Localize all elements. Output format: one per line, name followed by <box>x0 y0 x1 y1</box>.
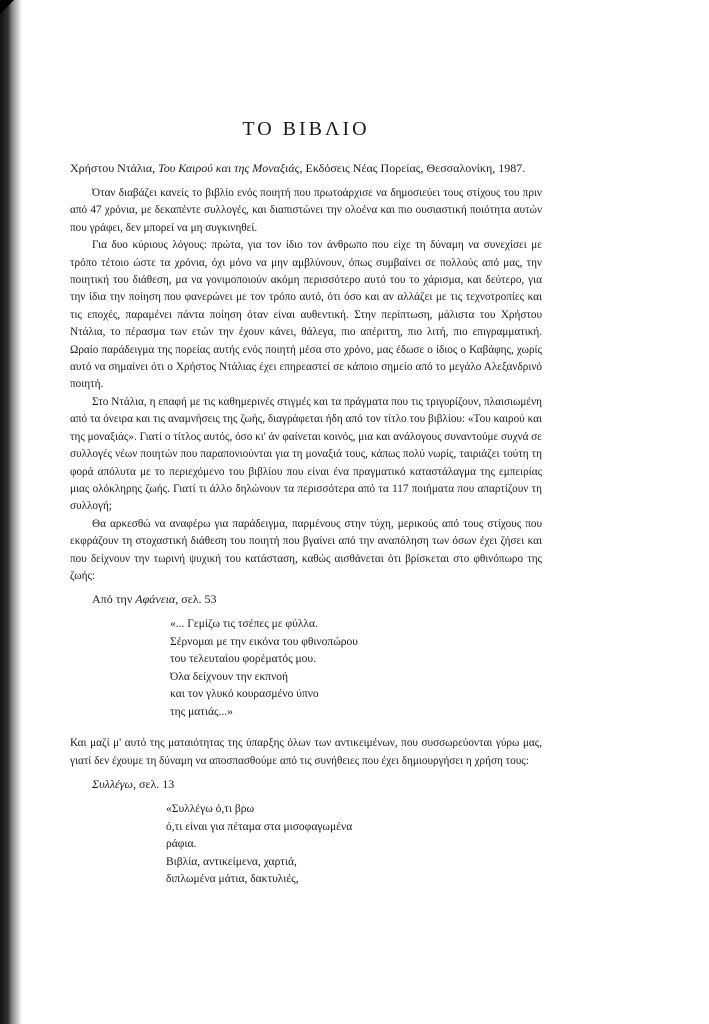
quote-source-title: Συλλέγω, <box>92 777 136 792</box>
poem-line: «... Γεμίζω τις τσέπες με φύλλα. <box>170 618 318 631</box>
poem-line: Σέρνομαι με την εικόνα του φθινοπώρου <box>170 635 358 648</box>
quote-source-page: σελ. 53 <box>181 592 217 607</box>
scan-corner-mark <box>0 0 14 14</box>
paragraph-4: Θα αρκεσθώ να αναφέρω για παράδειγμα, παρμένους στην τύχη, μερικούς από τους στίχους που εκφράζουν τη στοχαστική διάθεση του ποιητή που βγαίνει από την αναπόληση των όσων έχει ζήσει και που δείχνουν την τωρινή ψυχική του κατάσταση, καθώς αισθάνεται ότι βρίσκεται στο φθινόπωρο της ζωής: <box>70 517 542 582</box>
poem-line: Όλα δείχνουν την εκπνοή <box>170 670 289 683</box>
poem-line: της ματιάς...» <box>170 705 233 718</box>
poem-line: ράφια. <box>166 838 197 851</box>
book-title: Του Καιρού και της Μοναξιάς, <box>158 161 303 175</box>
quote-source-title: Αφάνεια, <box>135 592 179 607</box>
poem-line: ό,τι είναι για πέταμα στα μισοφαγωμένα <box>166 820 353 833</box>
poem-line: του τελευταίου φορέματός μου. <box>170 653 316 666</box>
poem-line: και τον γλυκό κουρασμένο ύπνο <box>170 688 319 701</box>
poem-line: «Συλλέγω ό,τι βρω <box>166 803 255 816</box>
poem-line: διπλωμένα μάτια, δακτυλιές, <box>166 873 299 886</box>
poem-excerpt-1 <box>170 616 542 721</box>
poem-excerpt-2 <box>166 801 542 889</box>
paragraph-1: Όταν διαβάζει κανείς το βιβλίο ενός ποιητή που πρωτοάρχισε να δημοσιεύει τους στίχους του πριν από 47 χρόνια, με δεκαπέντε συλλογές, και διαπιστώνει την ολοένα και πιο ουσιαστική ποιότητα αυτών που γράφει, δεν μπορεί να μη συγκινηθεί. <box>70 187 542 234</box>
paragraph-5: Και μαζί μ' αυτό της ματαιότητας της ύπαρξης όλων των αντικειμένων, που συσσωρεύονται γύρω μας, γιατί δεν έχουμε τη δύναμη να αποσπασθούμε από τις συνήθειες που έχει δημιουργήσει η χρήση τους: <box>70 737 542 767</box>
quote-source-page: σελ. 13 <box>138 777 175 792</box>
quote-source-prefix: Από την <box>92 592 133 607</box>
paragraph-2: Για δυο κύριους λόγους: πρώτα, για τον ίδιο τον άνθρωπο που είχε τη δύναμη να συνεχίσει με τρόπο τέτοιο ώστε τα χρόνια, όχι μόνο να μην αμβλύνουν, όπως συμβαίνει σε πολλούς από μας, την ποιητική του διάθεση, μα να γονιμοποιούν ακόμη περισσότερο αυτό του το χάρισμα, και δεύτερο, για την ίδια την ποίηση που φανερώνει με τον τρόπο αυτό, ότι όσο και αν αλλάζει με τις τεχνοτροπίες και τις εποχές, παραμένει πάντα ποίηση όταν είναι αυθεντική. Στην περίπτωση, μάλιστα του Χρήστου Ντάλια, το πέρασμα των ετών την έχουν κάνει, θάλεγα, πιο απέριττη, πιο λιτή, πιο επιγραμματική. Ωραίο παράδειγμα της πορείας αυτής ενός ποιητή μέσα στο χρόνο, μας έδωσε ο ίδιος ο Καβάφης, χωρίς αυτό να σημαίνει ότι ο Χρήστος Ντάλιας έχει επηρεαστεί σε κάποιο σημείο από το μεγάλο Αλεξανδρινό ποιητή. <box>70 239 542 391</box>
paragraph-3: Στο Ντάλια, η επαφή με τις καθημερινές στιγμές και τα πράγματα που τις τριγυρίζουν, πλαισιωμένη από τα όνειρα και τις αναμνήσεις της ζωής, διαγράφεται ήδη από τον τίτλο του βιβλίου: «Του καιρού και της μοναξιάς». Γιατί ο τίτλος αυτός, όσο κι' άν φαίνεται κοινός, μια και ανάλογους συναντούμε συχνά σε συλλογές νέων ποιητών που παραπονιούνται για τη μοναξιά τους, κάπως πολύ νωρίς, ταιριάζει τούτη τη φορά απόλυτα με το περιεχόμενο του βιβλίου που είναι ένα πραγματικό καταστάλαγμα της εμπειρίας μιας ολόκληρης ζωής. Γιατί τι άλλο δηλώνουν τα περισσότερα από τα 117 ποιήματα που απαρτίζουν τη συλλογή; <box>70 395 542 513</box>
bibliography-line <box>70 159 542 177</box>
book-author: Χρήστου Ντάλια, <box>70 161 156 175</box>
document-page <box>70 118 542 903</box>
page-title: ΤΟ ΒΙΒΛΙΟ <box>242 118 370 140</box>
book-publisher: Εκδόσεις Νέας Πορείας, Θεσσαλονίκη, 1987. <box>305 161 526 175</box>
scan-page-edge <box>0 0 22 1024</box>
quote-source-2 <box>92 775 542 793</box>
quote-source-1 <box>92 590 542 608</box>
poem-line: Βιβλία, αντικείμενα, χαρτιά, <box>166 855 297 868</box>
